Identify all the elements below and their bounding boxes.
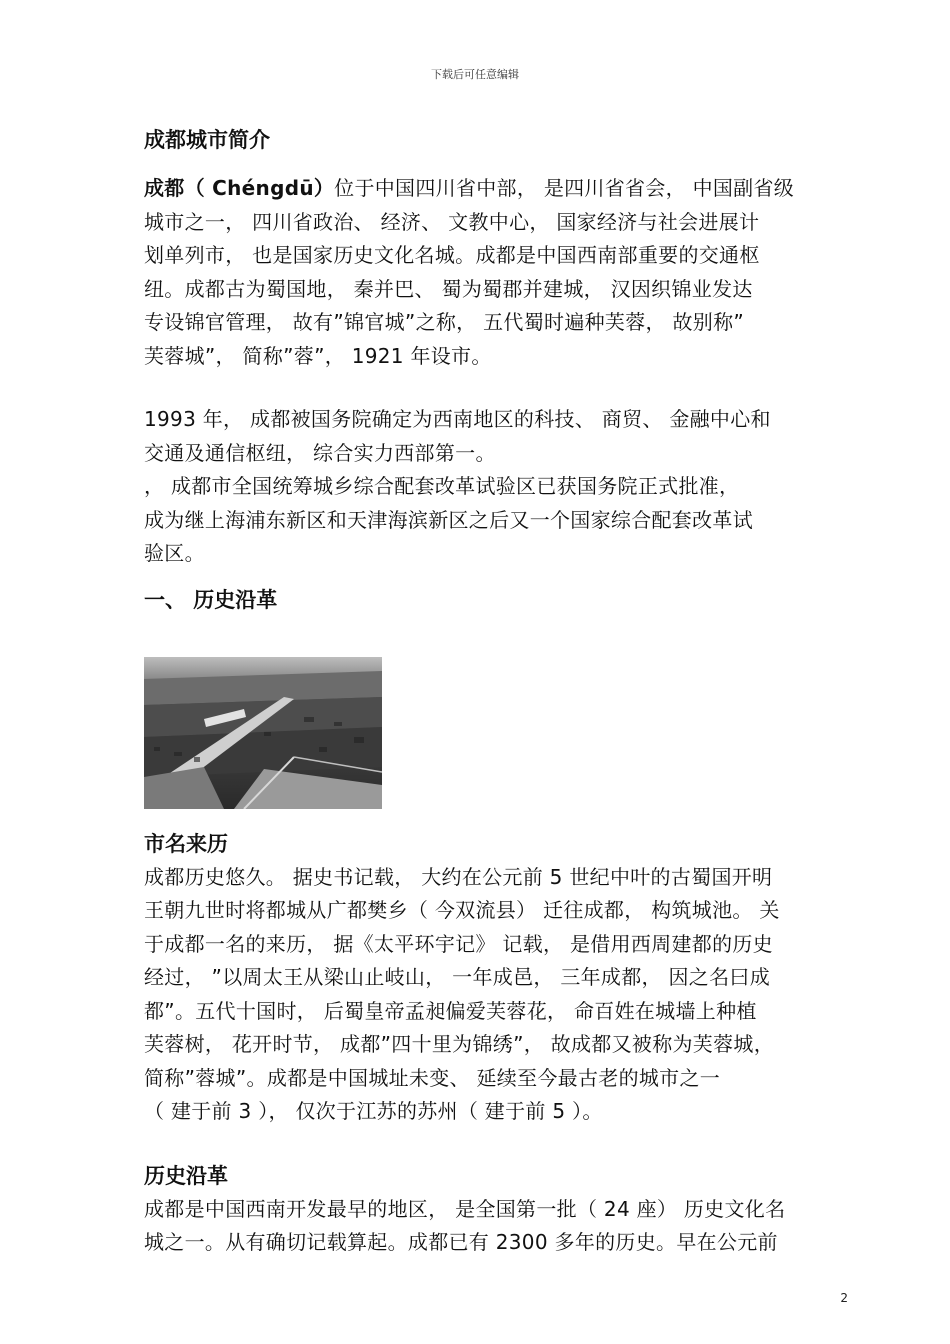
aerial-city-photo [144, 657, 382, 809]
page-number: 2 [840, 1291, 848, 1305]
intro-line-0: 成都（ Chéngdū）位于中国四川省中部， 是四川省省会， 中国副省级 [144, 176, 795, 200]
page-title: 成都城市简介 [144, 128, 270, 152]
para2-line-3: 成为继上海浦东新区和天津海滨新区之后又一个国家综合配套改革试 [144, 507, 753, 532]
para2-line-2: ， 成都市全国统筹城乡综合配套改革试验区已获国务院正式批准， [144, 474, 740, 498]
intro-line-2: 划单列市， 也是国家历史文化名城。成都是中国西南部重要的交通枢 [144, 243, 760, 267]
history-line-0: 成都是中国西南开发最早的地区， 是全国第一批（ 24 座） 历史文化名 [144, 1196, 786, 1221]
document-body [144, 120, 864, 1260]
intro-line-4: 专设锦官管理， 故有”锦官城”之称， 五代蜀时遍种芙蓉， 故别称” [144, 310, 745, 334]
page-header: 下载后可任意编辑 [431, 68, 519, 81]
history-line-1: 城之一。从有确切记载算起。成都已有 2300 多年的历史。早在公元前 [144, 1230, 778, 1254]
name-origin-line-5: 芙蓉树， 花开时节， 成都”四十里为锦绣”， 故成都又被称为芙蓉城， [144, 1032, 774, 1056]
para2-line-4: 验区。 [144, 541, 205, 565]
intro-line-1: 城市之一， 四川省政治、 经济、 文教中心， 国家经济与社会进展计 [144, 209, 760, 234]
name-origin-line-4: 都”。五代十国时， 后蜀皇帝孟昶偏爱芙蓉花， 命百姓在城墙上种植 [144, 998, 757, 1023]
para2-line-1: 交通及通信枢纽， 综合实力西部第一。 [144, 440, 496, 465]
section-heading-name-origin: 市名来历 [144, 831, 228, 856]
name-origin-line-3: 经过， ”以周太王从梁山止岐山， 一年成邑， 三年成都， 因之名曰成 [144, 965, 770, 989]
intro-line-3: 纽。成都古为蜀国地， 秦并巴、 蜀为蜀郡并建城， 汉因织锦业发达 [144, 276, 753, 301]
name-origin-line-1: 王朝九世时将都城从广都樊乡（ 今双流县） 迁往成都， 构筑城池。 关 [144, 898, 780, 922]
name-origin-line-2: 于成都一名的来历， 据《太平环宇记》 记载， 是借用西周建都的历史 [144, 931, 773, 956]
section-heading-history: 一、 历史沿革 [144, 587, 278, 612]
para2-line-0: 1993 年， 成都被国务院确定为西南地区的科技、 商贸、 金融中心和 [144, 407, 771, 431]
intro-lead: 成都（ Chéngdū） [144, 176, 335, 200]
name-origin-line-6: 简称”蓉城”。成都是中国城址未变、 延续至今最古老的城市之一 [144, 1065, 721, 1090]
intro-line-5: 芙蓉城”， 简称”蓉”， 1921 年设市。 [144, 343, 492, 368]
section-heading-history-evolution: 历史沿革 [144, 1163, 228, 1188]
name-origin-line-7: （ 建于前 3 ）， 仅次于江苏的苏州（ 建于前 5 ）。 [144, 1099, 603, 1123]
name-origin-line-0: 成都历史悠久。 据史书记载， 大约在公元前 5 世纪中叶的古蜀国开明 [144, 864, 773, 889]
